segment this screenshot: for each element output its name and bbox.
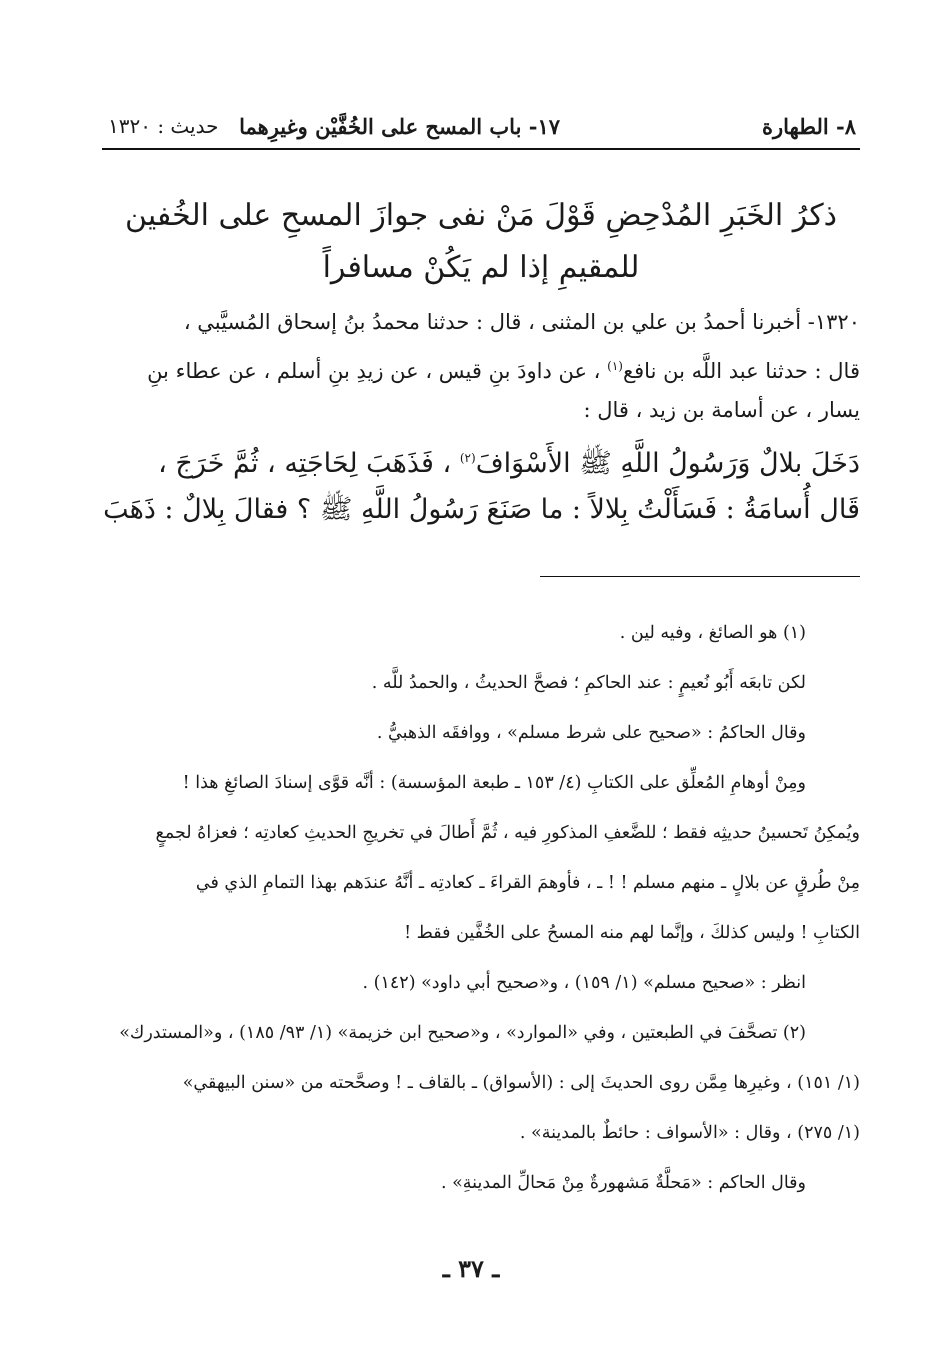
footnote-marker[interactable]: (٢)	[459, 451, 476, 465]
isnad-segment: قال : حدثنا عبد اللَّه بن نافع	[622, 359, 860, 383]
running-header	[102, 108, 860, 150]
heading-line-1: ذكرُ الخَبَرِ المُدْحِضِ قَوْلَ مَنْ نفى جوازَ المسحِ على الخُفين	[125, 198, 837, 233]
footnotes	[102, 608, 860, 1208]
chapter-heading	[102, 190, 860, 294]
chapter-title: ٨- الطهارة	[762, 114, 856, 139]
heading-line-2: للمقيمِ إذا لم يَكُنْ مسافراً	[322, 250, 640, 285]
footnote-line: وقال الحاكمُ : «صحيح على شرط مسلم» ، ووافقَه الذهبيُّ .	[376, 723, 806, 743]
footnote-line: (١) هو الصائغ ، وفيه لين .	[619, 623, 806, 643]
matn-segment: دَخَلَ بلالٌ وَرَسُولُ اللَّهِ ﷺ الأَسْوَافَ	[475, 448, 860, 479]
isnad-segment: ، عن داودَ بنِ قيس ، عن زيدِ بنِ أسلم ، عن عطاء بنِ	[147, 359, 601, 383]
footnote-line: (١/ ٢٧٥) ، وقال : «الأسواف : حائطٌ بالمدينة» .	[519, 1123, 860, 1143]
matn-line	[102, 432, 860, 484]
footnote-line: (١/ ١٥١) ، وغيرِها مِمَّن روى الحديثَ إلى : (الأسواق) ـ بالقاف ـ ! وصحَّحته من «سنن البيهقي»	[182, 1073, 860, 1093]
matn-segment: ، فَذَهَبَ لِحَاجَتِه ، ثُمَّ خَرَجَ ،	[158, 448, 452, 479]
footnote-line: انظر : «صحيح مسلم» (١/ ١٥٩) ، و«صحيح أبي داود» (١٤٢) .	[362, 973, 806, 993]
footnote-line: (٢) تصحَّفَ في الطبعتين ، وفي «الموارد» ، و«صحيح ابن خزيمة» (١/ ٩٣/ ١٨٥) ، و«المستدرك»	[119, 1023, 806, 1043]
page-number: ـ ٣٧ ـ	[442, 1254, 500, 1283]
footnote-line: الكتابِ ! وليس كذلكَ ، وإنَّما لهم منه المسحُ على الخُفَّين فقط !	[404, 923, 860, 943]
section-title: ١٧- باب المسح على الخُفَّيْن وغيرِهما	[239, 114, 560, 139]
footnote-line: لكن تابعَه أَبُو نُعيمٍ : عند الحاكمِ ؛ فصحَّ الحديثُ ، والحمدُ للَّه .	[371, 673, 806, 693]
footnote-marker[interactable]: (١)	[607, 359, 623, 373]
hadith-reference: حديث : ١٣٢٠	[108, 114, 219, 138]
isnad-line: ١٣٢٠- أخبرنا أحمدُ بن علي بن المثنى ، قال : حدثنا محمدُ بنُ إسحاق المُسيَّبي ،	[183, 310, 860, 334]
footnote-line: وقال الحاكم : «مَحلَّةٌ مَشهورةٌ مِنْ مَحالِّ المدينةِ» .	[440, 1173, 806, 1193]
hadith-text	[102, 300, 860, 536]
isnad-line	[102, 344, 860, 388]
footnote-line: ومِنْ أوهامِ المُعلِّق على الكتابِ (٤/ ١٥٣ ـ طبعة المؤسسة) : أنَّه قوَّى إسنادَ الصائغِ هذا !	[182, 773, 806, 793]
isnad-line: يسار ، عن أسامة بن زيد ، قال :	[583, 398, 860, 422]
footnote-line: ويُمكِنُ تَحسينُ حديثِه فقط ؛ للضَّعفِ المذكورِ فيه ، ثُمَّ أَطالَ في تخريجِ الحديثِ كعادتِه ؛ فعزاهُ لجمعٍ	[155, 823, 860, 843]
matn-line: قَال أُسامَةُ : فَسَأَلْتُ بِلالاً : ما صَنَعَ رَسُولُ اللَّهِ ﷺ ؟ فقالَ بِلالٌ : ذَهَبَ	[103, 494, 860, 525]
footnote-line: مِنْ طُرقٍ عن بلالٍ ـ منهم مسلم ! ! ـ ، فأوهمَ القراءَ ـ كعادتِه ـ أنَّهُ عندَهم بهذا التمامِ الذي في	[195, 873, 860, 893]
separator-line	[540, 576, 860, 577]
